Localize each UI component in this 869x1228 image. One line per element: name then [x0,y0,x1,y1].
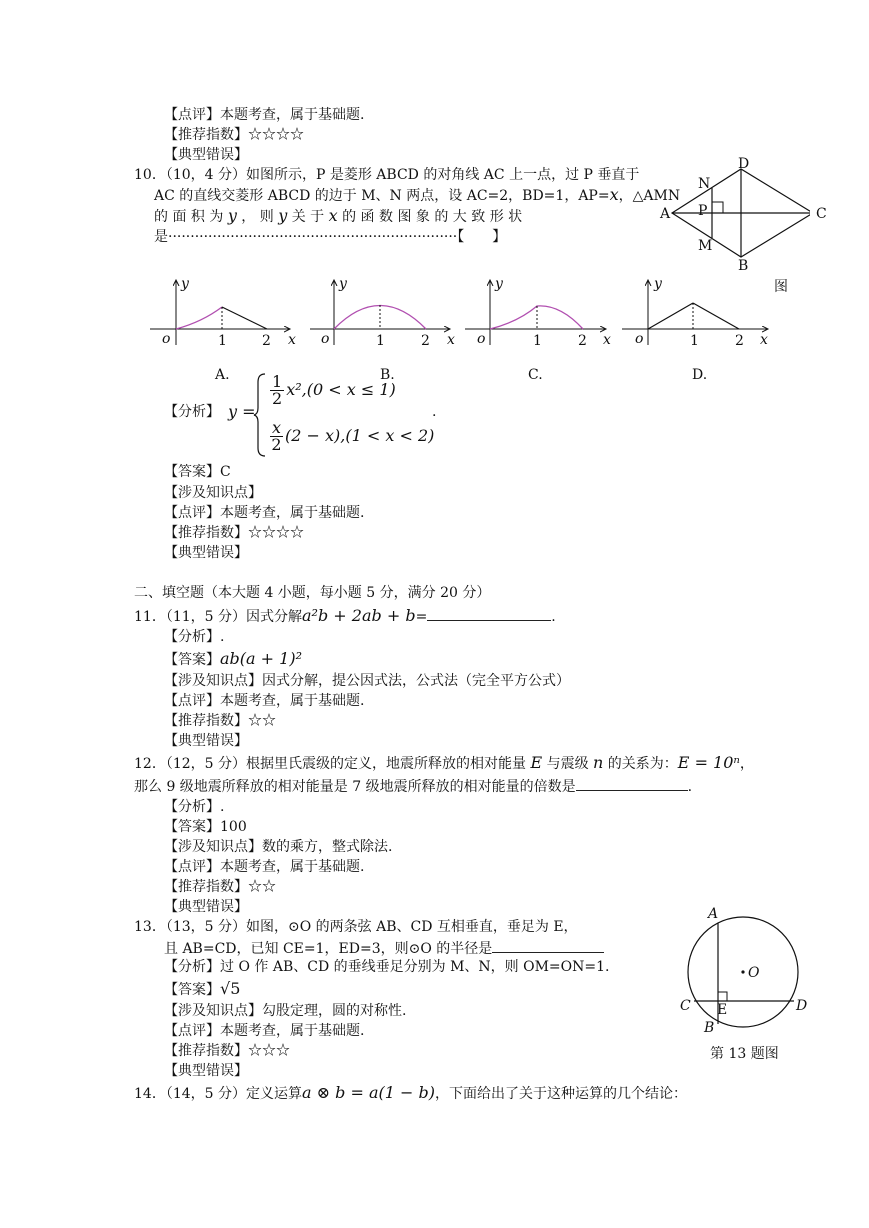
q10-piece1-rest: x²,(0 < x ≤ 1) [286,380,396,399]
q11-knowledge: 【涉及知识点】因式分解，提公因式法，公式法（完全平方公式） [164,673,570,689]
q10-errors: 【典型错误】 [164,545,248,561]
q14-stem-tail: ，下面给出了关于这种运算的几个结论： [434,1086,687,1102]
circle-label-a: A [708,906,719,922]
q13-answer-label: 【答案】 [164,982,220,998]
q10-piece-1 [268,374,396,407]
q9-errors: 【典型错误】 [164,147,248,163]
q10-stars: 【推荐指数】☆☆☆☆ [164,525,304,541]
q10-review: 【点评】本题考查，属于基础题. [164,505,365,521]
q11-review: 【点评】本题考查，属于基础题. [164,693,365,709]
q12-formula: E = 10ⁿ [677,753,740,772]
option-d-label: D. [692,367,708,383]
q12-line2-end: . [687,779,693,795]
q13-answer-blank [492,938,604,953]
q10-var-y2: y [278,206,288,225]
graph-c-x-label: x [603,332,611,348]
q10-line4: 是·································································【 】 [154,229,507,245]
option-graphs [140,270,780,355]
q11-stem: 11．（11，5 分）因式分解a²b + 2ab + b= . [134,606,556,625]
graph-b-origin: o [321,331,330,347]
q12-line1-b: 与震级 [542,756,594,772]
q9-stars: 【推荐指数】☆☆☆☆ [164,127,304,143]
q10-analysis-label: 【分析】 [164,404,220,420]
q12-stars: 【推荐指数】☆☆ [164,879,276,895]
q13-stars: 【推荐指数】☆☆☆ [164,1043,290,1059]
rhombus-label-p: P [698,203,708,219]
graph-b-y-label: y [339,276,347,292]
q11-errors: 【典型错误】 [164,733,248,749]
rhombus-label-m: M [698,238,713,254]
q11-stem-text: 11．（11，5 分）因式分解 [134,609,302,625]
q12-line1-d: ， [739,756,754,772]
q10-piece1-den: 2 [272,389,283,408]
piecewise-brace [253,372,267,458]
q12-line1 [134,754,754,773]
q11-stem-eq: = [415,609,428,625]
circle-label-e: E [717,1002,728,1018]
q10-line3-a: 的 面 积 为 [154,209,228,225]
rhombus-label-a: A [660,206,671,222]
graph-d-tick-2: 2 [735,333,744,349]
q12-knowledge: 【涉及知识点】数的乘方，整式除法. [164,839,393,855]
q12-answer: 【答案】100 [164,819,247,835]
q10-line3 [154,207,522,226]
q10-analysis-y: y = [228,402,256,421]
graph-c-origin: o [477,331,486,347]
graph-c-tick-2: 2 [578,333,587,349]
q10-piece-2 [268,420,434,453]
q10-piece2-num: x [272,418,282,437]
q10-answer: 【答案】C [164,464,231,480]
rhombus-caption: 图 [774,279,788,295]
graph-b-tick-1: 1 [376,333,385,349]
graph-d-x-label: x [760,332,768,348]
rhombus-figure [650,150,810,290]
q10-line2-text: AC 的直线交菱形 ABCD 的边于 M、N 两点，设 AC=2，BD=1，AP= [154,188,610,204]
q13-line2-text: 且 AB=CD，已知 CE=1，ED=3，则⊙O 的半径是 [164,941,493,957]
option-c-label: C. [528,367,543,383]
q10-piece2-rest: (2 − x),(1 < x < 2) [285,426,435,445]
graph-b-tick-2: 2 [421,333,430,349]
q10-line3-d: 的 函 数 图 象 的 大 致 形 状 [337,209,523,225]
q14-stem [134,1084,687,1103]
circle-label-o: O [748,965,760,981]
q12-var-e: E [530,753,543,772]
rhombus-label-c: C [816,206,827,222]
graph-a-origin: o [162,331,171,347]
q13-line2 [164,938,604,958]
graph-d-origin: o [635,331,644,347]
q10-line2-tail: ，△AMN [618,188,681,204]
q10-analysis-end: . [432,404,437,420]
option-b-label: B. [380,367,395,383]
graph-c-tick-1: 1 [533,333,542,349]
graph-c-y-label: y [495,276,503,292]
q10-piece1-num: 1 [272,372,283,391]
circle-label-c: C [680,998,691,1014]
q10-var-x2: x [328,206,338,225]
q12-errors: 【典型错误】 [164,899,248,915]
q12-review: 【点评】本题考查，属于基础题. [164,859,365,875]
q14-stem-math: a ⊗ b = a(1 − b) [302,1083,435,1102]
graph-a-tick-2: 2 [262,333,271,349]
q12-line2-text: 那么 9 级地震所释放的相对能量是 7 级地震所释放的相对能量的倍数是 [134,779,576,795]
q12-analysis: 【分析】. [164,799,225,815]
q11-stem-math: a²b + 2ab + b [302,606,416,625]
option-a-label: A. [215,367,230,383]
q12-line2 [134,776,692,796]
q10-line3-b: ， 则 [236,209,279,225]
q14-stem-text: 14．（14，5 分）定义运算 [134,1086,302,1102]
q12-line1-a: 12．（12，5 分）根据里氏震级的定义，地震所释放的相对能量 [134,756,531,772]
section-2-heading: 二、填空题（本大题 4 小题，每小题 5 分，满分 20 分） [134,585,491,601]
q10-piece2-den: 2 [271,435,282,454]
q10-line2 [154,186,680,205]
rhombus-label-d: D [738,156,750,172]
q13-line1: 13．（13，5 分）如图，⊙O 的两条弦 AB、CD 互相垂直，垂足为 E， [134,919,578,935]
circle-label-b: B [704,1020,715,1036]
q9-review: 【点评】本题考查，属于基础题. [164,107,365,123]
graph-d-tick-1: 1 [690,333,699,349]
q12-line1-c: 的关系为： [603,756,678,772]
q10-line3-c: 关 于 [287,209,329,225]
q13-answer-math: √5 [220,979,241,998]
q11-analysis: 【分析】. [164,629,225,645]
circle-figure [680,910,810,1040]
graph-a-tick-1: 1 [218,333,227,349]
q13-knowledge: 【涉及知识点】勾股定理，圆的对称性. [164,1003,407,1019]
q10-var-y: y [227,206,237,225]
q10-line1: 10．（10，4 分）如图所示，P 是菱形 ABCD 的对角线 AC 上一点，过 P 垂直于 [134,167,640,183]
q11-answer [164,650,302,669]
rhombus-label-b: B [738,258,749,274]
circle-caption: 第 13 题图 [710,1046,779,1062]
graph-b-x-label: x [447,332,455,348]
graph-a-x-label: x [288,332,296,348]
q12-answer-blank [576,776,688,791]
q12-var-n: n [593,753,604,772]
circle-label-d: D [796,998,808,1014]
q10-var-x: x [609,185,619,204]
q10-knowledge: 【涉及知识点】 [164,485,262,501]
q11-answer-label: 【答案】 [164,652,220,668]
q13-analysis: 【分析】过 O 作 AB、CD 的垂线垂足分别为 M、N，则 OM=ON=1. [164,959,610,975]
q11-answer-blank [427,606,551,621]
graph-d-y-label: y [654,276,662,292]
q11-stars: 【推荐指数】☆☆ [164,713,276,729]
q13-answer [164,980,240,999]
rhombus-label-n: N [698,176,711,192]
q11-answer-math: ab(a + 1)² [220,649,302,668]
graph-a-y-label: y [181,276,189,292]
q13-errors: 【典型错误】 [164,1063,248,1079]
q13-review: 【点评】本题考查，属于基础题. [164,1023,365,1039]
